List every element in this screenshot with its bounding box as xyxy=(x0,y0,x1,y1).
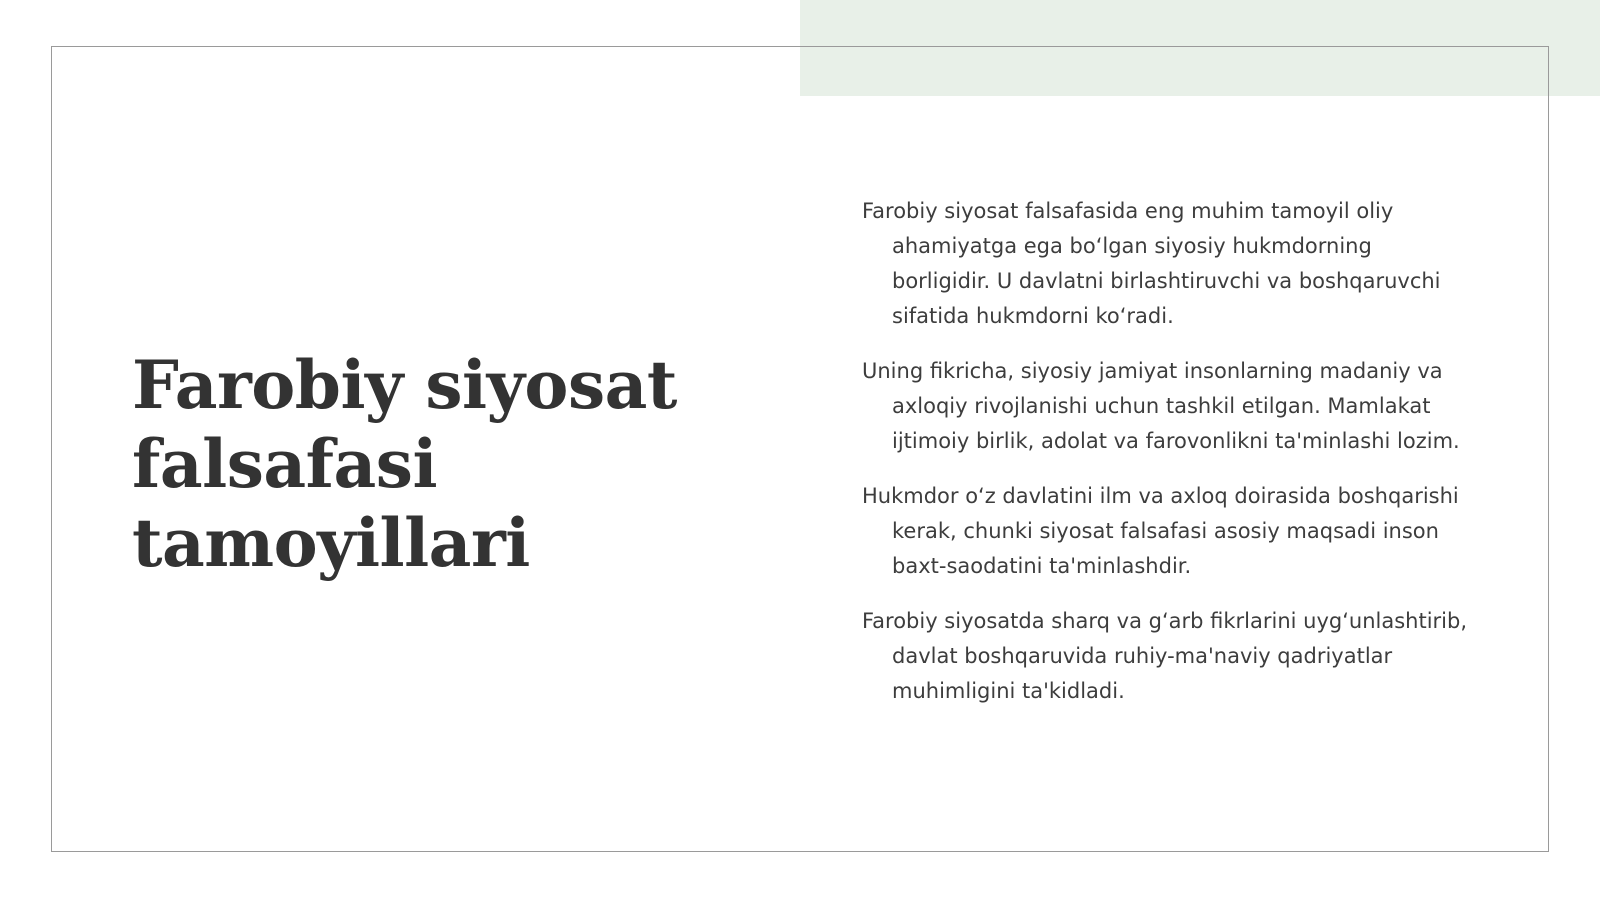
body-paragraph-4: Farobiy siyosatda sharq va g‘arb fikrlarini uyg‘unlashtirib, davlat boshqaruvida ruhiy-ma'naviy qadriyatlar muhimligini ta'kidladi. xyxy=(862,609,1468,703)
body-paragraph-2: Uning fikricha, siyosiy jamiyat insonlarning madaniy va axloqiy rivojlanishi uchun tashkil etilgan. Mamlakat ijtimoiy birlik, adolat va farovonlikni ta'minlashi lozim. xyxy=(862,359,1460,453)
body-paragraph-3: Hukmdor o‘z davlatini ilm va axloq doirasida boshqarishi kerak, chunki siyosat falsafasi asosiy maqsadi inson baxt-saodatini ta'minlashdir. xyxy=(862,484,1459,578)
body-paragraph-1: Farobiy siyosat falsafasida eng muhim tamoyil oliy ahamiyatga ega bo‘lgan siyosiy hukmdorning borligidir. U davlatni birlashtiruvchi va boshqaruvchi sifatida hukmdorni ko‘radi. xyxy=(862,199,1441,328)
slide-body xyxy=(862,194,1472,729)
slide-title: Farobiy siyosat falsafasi tamoyillari xyxy=(132,346,677,582)
